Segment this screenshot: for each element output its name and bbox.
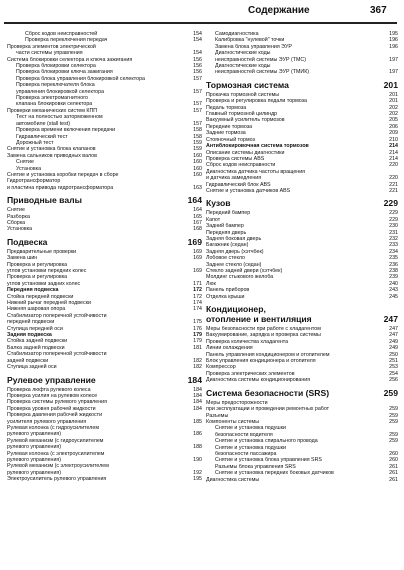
toc-entry-label: Проверки механических систем КПП	[7, 107, 98, 114]
toc-entry-label: рулевого управления)	[7, 444, 62, 451]
toc-entry-page-number: 174	[193, 306, 202, 313]
toc-entry-label: Снятие и установка блока клапанов	[7, 146, 96, 153]
toc-entry-label: Проверка блокировки ключа зажигания	[16, 69, 113, 76]
toc-entry-label: Стекло задней двери (хэтчбек)	[206, 268, 283, 274]
toc-entry-label: Меры безопасности при работе с хладагентом	[206, 326, 321, 333]
toc-entry-label: Проверка электрических элементов	[206, 370, 295, 377]
toc-entry-page-number: 205	[389, 117, 398, 124]
toc-entry-label: Замена шин	[7, 255, 38, 262]
toc-entry-page-number: 158	[193, 127, 202, 134]
toc-entry-page-number: 249	[389, 338, 398, 345]
toc-entry-label: Снятие	[7, 207, 25, 214]
toc-entry-page-number: 160	[193, 159, 202, 166]
section-title: Кондиционер,	[206, 304, 266, 315]
toc-entry-page-number: 186	[193, 431, 202, 438]
toc-entry-page-number: 206	[389, 123, 398, 130]
toc-entry-label: Проверка люфта рулевого колеса	[7, 386, 91, 393]
toc-entry-page-number: 261	[389, 470, 398, 477]
toc-entry-label: Диагностика системы	[206, 476, 260, 483]
toc-entry-page-number: 220	[389, 175, 398, 182]
toc-entry-label: Проверка системы рулевого управления	[7, 399, 107, 406]
toc-entry-label: Стойка передней подвески	[7, 293, 74, 300]
toc-entry-label: Молдинг стыкового желоба	[206, 274, 274, 281]
toc-entry-page-number: 260	[389, 457, 398, 464]
toc-entry-page-number: 231	[389, 229, 398, 236]
toc-entry-label: Рулевая колонка (с электроусилителем	[7, 450, 105, 457]
section-title: Кузов	[206, 198, 231, 209]
toc-entry-label: Педаль тормоза	[206, 104, 247, 111]
toc-entry-label: Передние тормоза	[206, 123, 253, 130]
section-heading	[206, 389, 398, 398]
toc-entry	[7, 185, 202, 191]
toc-entry-label: Люк	[206, 280, 216, 287]
toc-entry-label: Проверка элементов электрической	[7, 43, 96, 50]
toc-entry-page-number: 247	[389, 326, 398, 333]
toc-entry-page-number: 260	[389, 450, 398, 457]
toc-entry-page-number: 234	[389, 248, 398, 255]
toc-entry-label: Прокачка тормозной системы	[206, 91, 280, 98]
toc-entry-label: Замена сальников приводных валов	[7, 152, 97, 159]
toc-entry-label: Снятие и установка спирального провода	[215, 438, 318, 445]
toc-entry-page-number: 157	[193, 107, 202, 114]
toc-entry-page-number: 249	[389, 345, 398, 352]
toc-entry-label: Проверка и регулировка	[7, 261, 68, 268]
section-title: Приводные валы	[7, 195, 82, 206]
toc-entry-page-number: 235	[389, 255, 398, 262]
toc-entry-page-number: 197	[389, 69, 398, 76]
section-title-line2: отопление и вентиляция	[206, 313, 312, 324]
toc-entry-label: Проверка времени включения передачи	[16, 127, 116, 134]
toc-entry-label: Проверка усилия на рулевом колесе	[7, 392, 98, 399]
toc-entry-label: неисправностей системы ЭУР (ТМИК)	[215, 69, 310, 76]
toc-entry-label: Капот	[206, 216, 221, 223]
toc-entry-label: Передняя подвеска	[7, 287, 59, 294]
toc-entry-label: Панель приборов	[206, 287, 250, 294]
toc-entry-label: Отделка крыши	[206, 293, 245, 300]
toc-entry-label: Компоненты системы	[206, 418, 260, 425]
toc-entry-page-number: 156	[193, 69, 202, 76]
toc-entry-page-number: 196	[389, 43, 398, 50]
toc-entry-label: при эксплуатации и проведении ремонтных работ	[206, 406, 330, 413]
toc-entry-label: Установка	[16, 165, 42, 172]
toc-entry	[206, 69, 398, 75]
section-title: Рулевое управление	[7, 374, 96, 385]
toc-entry-label: Панель управления кондиционером и отопителем	[206, 351, 330, 358]
toc-entry-label: и пластина привода гидротрансформатора	[7, 184, 114, 191]
page-title: Содержание	[248, 5, 310, 16]
toc-entry-label: Задняя дверь (хэтчбек)	[206, 248, 264, 255]
section-page-number: 229	[383, 198, 398, 209]
toc-entry-page-number: 158	[193, 133, 202, 140]
toc-entry-page-number: 175	[193, 319, 202, 326]
toc-entry	[7, 364, 202, 370]
header-divider	[4, 22, 397, 24]
toc-entry-label: Проверка количества хладагента	[206, 338, 289, 345]
toc-entry-label: рулевого управления)	[7, 431, 62, 438]
toc-entry-label: Ступица задней оси	[7, 364, 57, 371]
toc-entry-label: рулевого управления)	[7, 469, 62, 476]
toc-entry-page-number: 247	[389, 332, 398, 339]
toc-entry-page-number: 209	[389, 130, 398, 137]
toc-entry-label: Ступица передней оси	[7, 325, 63, 332]
toc-entry-page-number: 239	[389, 274, 398, 281]
toc-entry-label: Замена блока управления ЭУР	[215, 43, 292, 50]
toc-entry-label: Самодиагностика	[215, 31, 259, 37]
toc-entry-label: Задние тормоза	[206, 130, 246, 137]
toc-entry-page-number: 172	[193, 287, 202, 294]
section-heading	[7, 196, 202, 205]
toc-entry-page-number: 259	[389, 418, 398, 425]
toc-entry-page-number: 157	[193, 75, 202, 82]
toc-entry-label: Главный тормозной цилиндр	[206, 111, 278, 118]
toc-entry-label: Диагностические коды	[215, 63, 271, 70]
toc-entry-label: Предварительные проверки	[7, 248, 77, 255]
toc-entry-page-number: 196	[389, 37, 398, 44]
toc-entry-page-number: 154	[193, 37, 202, 44]
toc-entry-label: Проверка системы ABS	[206, 155, 265, 162]
toc-entry-label: Проверка давления рабочей жидкости	[7, 412, 103, 419]
toc-entry-page-number: 243	[389, 287, 398, 294]
toc-entry-label: Снятие и установка подушки	[215, 425, 286, 432]
toc-entry-page-number: 240	[389, 280, 398, 287]
toc-entry-label: Стабилизатор поперечной устойчивости	[7, 351, 107, 358]
toc-entry-page-number: 201	[389, 91, 398, 98]
toc-entry-page-number: 261	[389, 476, 398, 483]
toc-entry-label: Стабилизатор поперечной устойчивости	[7, 312, 107, 319]
toc-entry-page-number: 157	[193, 88, 202, 95]
toc-entry-label: Лобовое стекло	[206, 255, 245, 262]
toc-entry-label: Компрессор	[206, 364, 236, 371]
toc-entry-label: Вакуумный усилитель тормозов	[206, 117, 285, 124]
toc-entry-label: автомобиле (stall test)	[16, 120, 71, 127]
toc-entry-label: углов установки передних колес	[7, 268, 87, 274]
toc-entry-label: углов установки задних колес	[7, 280, 81, 287]
toc-entry-label: Проверка уровня рабочей жидкости	[7, 405, 96, 412]
toc-entry-page-number: 165	[193, 213, 202, 220]
toc-column-right	[206, 31, 398, 483]
toc-entry-page-number: 182	[193, 364, 202, 371]
toc-entry-label: Разборка	[7, 213, 30, 220]
toc-entry-label: Гидротрансформатор	[7, 178, 61, 185]
toc-entry-page-number: 154	[193, 31, 202, 37]
toc-entry-page-number: 157	[193, 120, 202, 127]
toc-entry-page-number: 182	[193, 357, 202, 364]
toc-entry-label: Нижний рычаг передней подвески	[7, 300, 91, 307]
toc-entry-label: Гидравлический блок ABS	[206, 181, 271, 188]
toc-entry-page-number: 160	[193, 165, 202, 172]
toc-entry-page-number: 259	[389, 412, 398, 419]
toc-entry-page-number: 259	[389, 431, 398, 438]
toc-entry-label: Установка	[7, 226, 33, 233]
toc-entry-label: Багажник (седан)	[206, 242, 249, 249]
toc-entry-label: Тест на полностью заторможенном	[16, 114, 103, 121]
toc-entry-page-number: 179	[193, 332, 202, 339]
toc-entry-label: управления блокировкой селектора	[16, 88, 105, 95]
toc-entry-label: Снятие и установка подушки	[215, 444, 286, 451]
toc-entry-page-number: 230	[389, 223, 398, 230]
toc-entry-label: Диагностические коды	[215, 50, 271, 57]
toc-entry-page-number: 159	[193, 139, 202, 146]
toc-entry-label: Описание системы диагностики	[206, 149, 285, 156]
toc-entry-label: задней подвески	[7, 357, 49, 364]
toc-entry-label: безопасности водителя	[215, 431, 273, 438]
section-page-number: 201	[383, 79, 398, 90]
section-heading	[7, 238, 202, 247]
toc-entry-page-number: 238	[389, 268, 398, 274]
toc-entry-page-number: 184	[193, 392, 202, 399]
toc-entry-label: Разъемы блока управления SRS	[215, 463, 296, 470]
toc-entry-label: Сброс кодов неисправности	[206, 162, 276, 169]
toc-entry-page-number: 245	[389, 293, 398, 300]
toc-entry-page-number: 184	[193, 405, 202, 412]
toc-entry-page-number: 171	[193, 280, 202, 287]
toc-entry-label: Проверка блокировки селектора	[16, 63, 96, 70]
section-title: Подвеска	[7, 236, 48, 247]
toc-entry-page-number: 261	[389, 463, 398, 470]
toc-entry-label: Балка задней подвески	[7, 344, 65, 351]
toc-entry-page-number: 167	[193, 219, 202, 226]
toc-entry-label: Сборка	[7, 219, 26, 226]
toc-entry-label: Проверка электромагнитного	[16, 95, 88, 102]
toc-entry-label: неисправностей системы ЭУР (ТМС)	[215, 56, 306, 63]
section-title: Тормозная система	[206, 79, 289, 90]
section-heading	[206, 81, 398, 90]
toc-entry-page-number: 184	[193, 386, 202, 393]
toc-entry-page-number: 163	[193, 184, 202, 191]
toc-entry-page-number: 164	[193, 207, 202, 214]
toc-entry-page-number: 197	[389, 56, 398, 63]
toc-entry-label: Проверка блока управления блокировкой селектора	[16, 75, 145, 82]
toc-entry-page-number: 221	[389, 187, 398, 194]
toc-entry	[7, 226, 202, 232]
toc-entry-page-number: 259	[389, 438, 398, 445]
toc-entry-page-number: 214	[389, 143, 398, 150]
toc-entry-page-number: 160	[193, 171, 202, 178]
toc-entry-page-number: 195	[193, 476, 202, 483]
toc-entry-label: Снятие	[16, 159, 34, 166]
toc-entry	[206, 377, 398, 383]
toc-entry-page-number: 181	[193, 344, 202, 351]
toc-entry-page-number: 214	[389, 149, 398, 156]
toc-entry-label: Задний бампер	[206, 223, 244, 230]
toc-entry-label: Диагностика системы кондиционирования	[206, 377, 311, 384]
toc-entry-page-number: 201	[389, 98, 398, 105]
toc-entry-label: Передняя дверь	[206, 229, 247, 236]
toc-entry-label: Рулевой механизм (с электроусилителем	[7, 463, 109, 470]
toc-entry	[7, 476, 202, 482]
toc-entry-page-number: 169	[193, 268, 202, 274]
section-heading	[206, 305, 398, 324]
toc-entry-label: усилителя рулевого управления	[7, 418, 87, 425]
toc-entry	[206, 294, 398, 300]
toc-entry-label: Снятие и установка блока управления SRS	[215, 457, 322, 464]
toc-entry-label: и датчика замедления	[206, 175, 262, 182]
toc-entry-page-number: 156	[193, 56, 202, 63]
toc-entry-page-number: 185	[193, 418, 202, 425]
toc-column-left	[7, 31, 202, 483]
toc-entry-page-number: 169	[193, 248, 202, 255]
toc-entry-label: Электроусилитель рулевого управления	[7, 476, 107, 483]
toc-entry-label: Заднее стекло (седан)	[206, 261, 262, 268]
toc-entry-label: Снятие и установка передних боковых датчиков	[215, 470, 334, 477]
toc-entry-page-number: 156	[193, 63, 202, 70]
toc-entry-page-number: 169	[193, 255, 202, 262]
toc-entry-label: Снятие и установка датчиков ABS	[206, 187, 291, 194]
toc-entry-page-number: 174	[193, 300, 202, 307]
toc-entry-page-number: 168	[193, 226, 202, 233]
toc-entry-label: передней подвески	[7, 319, 55, 326]
toc-entry-label: Сброс кодов неисправностей	[25, 31, 98, 37]
toc-entry-page-number: 176	[193, 325, 202, 332]
toc-entry-label: Проверка и регулировка	[7, 274, 68, 281]
section-page-number: 247	[383, 314, 398, 325]
toc-entry-label: Проверка переключения передач	[25, 37, 108, 44]
toc-entry-page-number: 157	[193, 101, 202, 108]
toc-entry-page-number: 210	[389, 136, 398, 143]
toc-entry-label: Передний бампер	[206, 210, 251, 217]
toc-entry-label: Дорожный тест	[16, 139, 54, 146]
toc-entry-page-number: 254	[389, 370, 398, 377]
section-page-number: 169	[187, 236, 202, 247]
toc-entry-page-number: 229	[389, 210, 398, 217]
toc-entry-page-number: 259	[389, 406, 398, 413]
toc-entry-page-number: 154	[193, 50, 202, 57]
toc-entry-page-number: 229	[389, 216, 398, 223]
toc-entry-label: клапана блокировки селектора	[16, 101, 93, 108]
toc-entry-page-number: 202	[389, 104, 398, 111]
toc-entry-label: Снятие и установка коробки передач в сборе	[7, 171, 119, 178]
toc-entry-page-number: 233	[389, 242, 398, 249]
toc-entry-label: Блок управления кондиционера и отопителя	[206, 358, 316, 365]
section-page-number: 259	[383, 387, 398, 398]
toc-entry-label: Стояночный тормоз	[206, 136, 255, 143]
toc-entry-label: Гидравлический тест	[16, 133, 68, 140]
toc-entry-page-number: 159	[193, 146, 202, 153]
toc-entry-label: Задняя подвеска	[7, 332, 52, 339]
section-heading	[7, 376, 202, 385]
toc-entry-page-number: 251	[389, 358, 398, 365]
toc-entry-page-number: 221	[389, 181, 398, 188]
toc-entry-page-number: 195	[389, 31, 398, 37]
toc-entry-label: Система блокировки селектора и ключа зажигания	[7, 56, 133, 63]
toc-entry-label: Стойка задней подвески	[7, 338, 68, 345]
toc-entry-label: Проверка и регулировка педали тормоза	[206, 98, 308, 105]
section-page-number: 164	[187, 195, 202, 206]
toc-entry-label: Разъемы	[206, 412, 229, 419]
toc-entry-page-number: 160	[193, 152, 202, 159]
page-header	[0, 0, 404, 27]
toc-entry-page-number: 179	[193, 338, 202, 345]
section-page-number: 184	[187, 374, 202, 385]
toc-entry-label: Рулевой механизм (с гидроусилителем	[7, 437, 104, 444]
toc-entry-page-number: 214	[389, 155, 398, 162]
toc-entry-label: Калибровка "нулевой" точки	[215, 37, 285, 44]
toc-entry-page-number: 236	[389, 261, 398, 268]
toc-entry-label: Проверка переключателя блока	[16, 82, 95, 89]
toc-entry-label: Задняя боковая дверь	[206, 235, 262, 242]
section-heading	[206, 199, 398, 208]
toc-entry	[206, 477, 398, 483]
toc-entry-page-number: 172	[193, 293, 202, 300]
toc-entry-label: Нижняя шаровая опора	[7, 306, 66, 313]
page-number: 367	[370, 5, 387, 16]
toc-entry-page-number: 250	[389, 351, 398, 358]
toc-entry-page-number: 188	[193, 444, 202, 451]
toc-entry-label: части системы управления	[16, 50, 83, 57]
toc-entry-label: Меры предосторожности	[206, 399, 268, 406]
toc-entry-page-number: 253	[389, 364, 398, 371]
toc-entry-label: Рулевая колонка (с гидроусилителем	[7, 424, 99, 431]
toc-entry-page-number: 190	[193, 456, 202, 463]
toc-entry-page-number: 202	[389, 111, 398, 118]
toc-entry-label: Вакуумирование, зарядка и проверка системы	[206, 332, 321, 339]
toc-entry-label: Линии охлаждения	[206, 345, 253, 352]
toc-entry-label: безопасности пассажира	[215, 450, 277, 457]
toc-entry-page-number: 232	[389, 235, 398, 242]
toc-entry	[206, 188, 398, 194]
toc-entry-page-number: 256	[389, 377, 398, 384]
toc-entry-page-number: 184	[193, 399, 202, 406]
toc-entry-label: Антиблокировочная система тормозов	[206, 143, 309, 150]
section-title: Система безопасности (SRS)	[206, 387, 330, 398]
toc-entry-label: рулевого управления)	[7, 456, 62, 463]
toc-entry-page-number: 220	[389, 162, 398, 169]
toc-entry-label: Диагностика датчика частоты вращения	[206, 168, 306, 175]
toc-entry-page-number: 192	[193, 469, 202, 476]
